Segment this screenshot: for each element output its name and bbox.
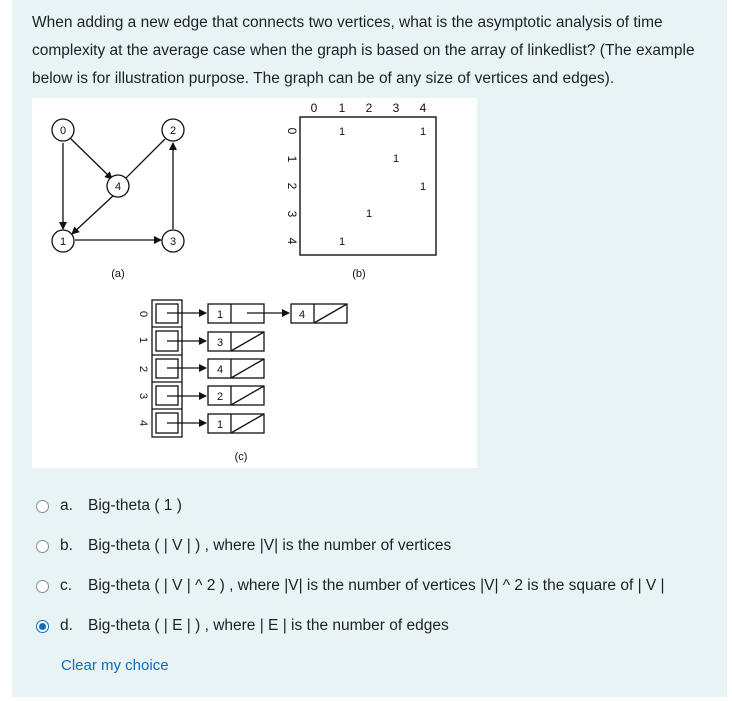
radio-c[interactable] bbox=[36, 580, 49, 593]
matrix-col-header-3: 3 bbox=[392, 101, 400, 115]
clear-choice-link[interactable]: Clear my choice bbox=[61, 657, 169, 674]
vertex-1-label: 1 bbox=[59, 236, 67, 248]
vertex-2-label: 2 bbox=[169, 125, 177, 137]
list-row-header-3: 3 bbox=[137, 392, 149, 400]
adjacency-matrix bbox=[285, 101, 436, 280]
answer-text-c: Big-theta ( | V | ^ 2 ) , where |V| is the number of vertices |V| ^ 2 is the square of | V | bbox=[88, 577, 665, 594]
matrix-col-header-0: 0 bbox=[310, 101, 318, 115]
matrix-row-header-1: 1 bbox=[285, 155, 299, 163]
matrix-col-header-2: 2 bbox=[365, 101, 373, 115]
radio-b[interactable] bbox=[36, 540, 49, 553]
answer-option-d[interactable] bbox=[36, 612, 449, 640]
matrix-cell-4-1: 1 bbox=[338, 236, 346, 248]
matrix-col-header-4: 4 bbox=[419, 101, 427, 115]
answer-letter-d: d. bbox=[60, 617, 73, 634]
answer-text-a: Big-theta ( 1 ) bbox=[88, 497, 182, 514]
list-row-header-1: 1 bbox=[137, 336, 149, 344]
answer-option-a[interactable] bbox=[36, 492, 182, 520]
answer-letter-a: a. bbox=[60, 497, 73, 514]
list-node-4: 1 bbox=[216, 419, 224, 431]
adjacency-lists bbox=[137, 300, 347, 463]
answer-text-b: Big-theta ( | V | ) , where |V| is the number of vertices bbox=[88, 537, 452, 554]
vertex-0-label: 0 bbox=[59, 125, 67, 137]
list-node-2: 4 bbox=[216, 364, 224, 376]
edge-2-4 bbox=[124, 139, 165, 180]
graph-caption: (a) bbox=[111, 268, 125, 280]
matrix-row-header-3: 3 bbox=[285, 210, 299, 218]
vertex-4-label: 4 bbox=[114, 181, 122, 193]
answer-text-d: Big-theta ( | E | ) , where | E | is the number of edges bbox=[88, 617, 449, 634]
matrix-cell-3-2: 1 bbox=[365, 208, 373, 220]
answer-letter-c: c. bbox=[60, 577, 73, 594]
graph-diagram bbox=[52, 119, 184, 280]
edge-0-4 bbox=[70, 138, 112, 179]
matrix-caption: (b) bbox=[352, 268, 366, 280]
matrix-cell-1-3: 1 bbox=[392, 153, 400, 165]
matrix-row-header-2: 2 bbox=[285, 182, 299, 190]
matrix-cell-2-4: 1 bbox=[419, 181, 427, 193]
answer-letter-b: b. bbox=[60, 537, 73, 554]
answer-option-c[interactable] bbox=[36, 572, 665, 600]
list-node-3: 2 bbox=[216, 391, 224, 403]
illustration-figure bbox=[32, 98, 477, 468]
lists-caption: (c) bbox=[234, 451, 248, 463]
matrix-row-header-0: 0 bbox=[285, 127, 299, 135]
list-row-header-0: 0 bbox=[137, 310, 149, 318]
list-row-header-2: 2 bbox=[137, 365, 149, 373]
radio-a[interactable] bbox=[36, 500, 49, 513]
matrix-cell-0-4: 1 bbox=[419, 126, 427, 138]
question-text: When adding a new edge that connects two vertices, what is the asymptotic analysis of time complexity at the average case when the graph is based on the array of linkedlist? (The example below is for illustration purpose. The graph can be of any size of vertices and edges). bbox=[32, 14, 695, 87]
list-row-header-4: 4 bbox=[137, 419, 149, 427]
radio-d[interactable] bbox=[36, 620, 49, 633]
matrix-row-header-4: 4 bbox=[285, 237, 299, 245]
matrix-col-header-1: 1 bbox=[338, 101, 346, 115]
edge-4-1 bbox=[72, 195, 114, 234]
vertex-3-label: 3 bbox=[169, 236, 177, 248]
list-node-0: 1 bbox=[216, 309, 224, 321]
answer-option-b[interactable] bbox=[36, 532, 451, 560]
matrix-border bbox=[300, 117, 436, 255]
list-node-1: 3 bbox=[216, 337, 224, 349]
matrix-cell-0-1: 1 bbox=[338, 126, 346, 138]
list-node-0-next: 4 bbox=[298, 309, 306, 321]
